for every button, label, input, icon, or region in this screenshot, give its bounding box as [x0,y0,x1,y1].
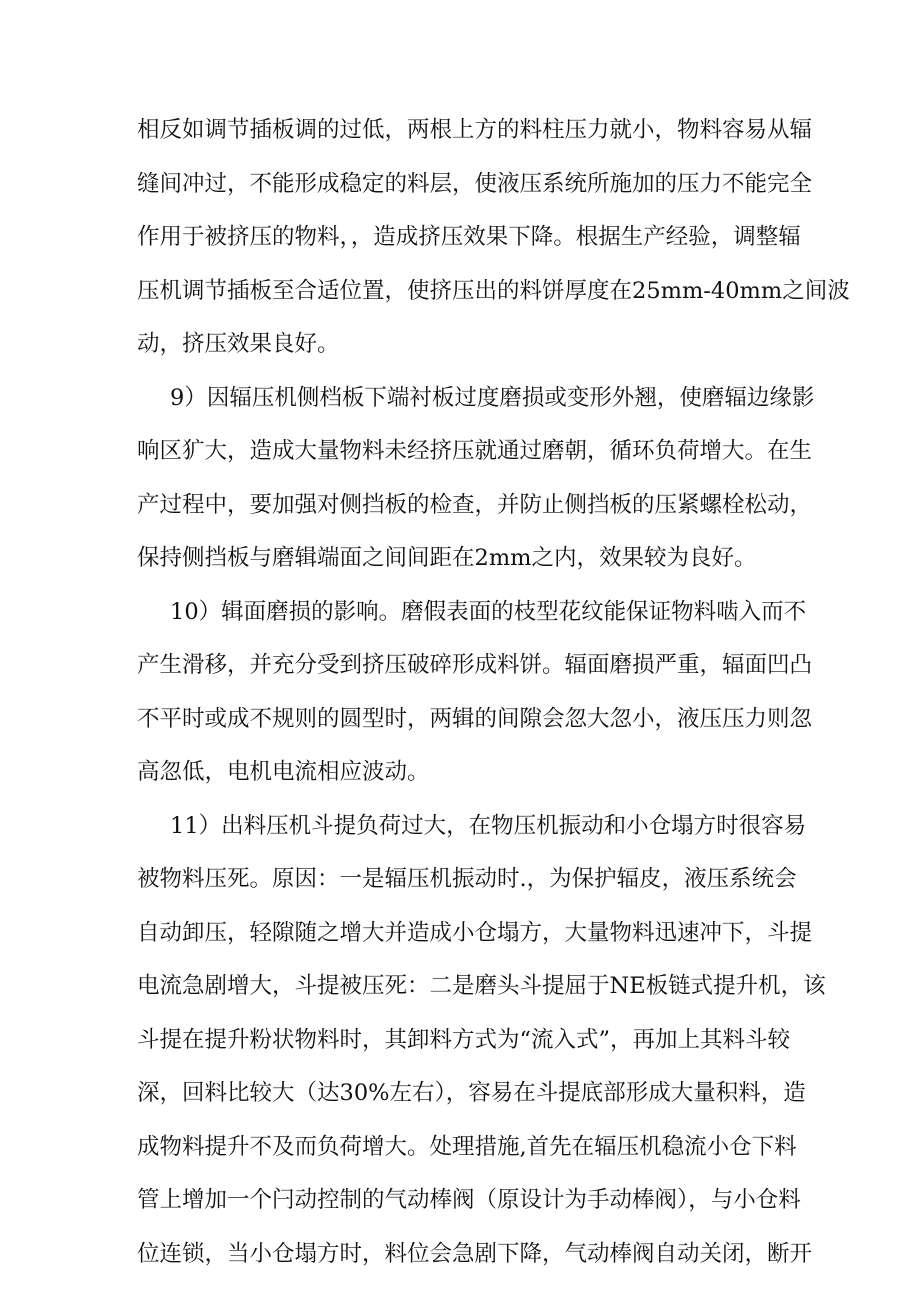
text-line: 位连锁，当小仓塌方时，料位会急剧下降，气动棒阀自动关闭，断开 [137,1240,813,1267]
text-line: 不平时或成不规则的圆型时，两辑的间隙会忽大忽小，液压压力则忽 [137,705,813,732]
text-line: 作用于被挤压的物料，，造成挤压效果下降。根据生产经验，调整辐 [137,224,801,250]
text-line: 缝间冲过，不能形成稳定的料层，使液压系统所施加的压力不能完全 [137,170,813,197]
text-line: 产生滑移，并充分受到挤压破碎形成料饼。辐面磨损严重，辐面凹凸 [137,652,813,678]
text-line: 10）辑面磨损的影响。磨假表面的枝型花纹能保证物料啮入而不 [170,598,807,625]
text-line: 高忽低，电机电流相应波动。 [137,759,430,785]
text-line: 动，挤压效果良好。 [137,331,340,357]
text-line: 成物料提升不及而负荷增大。处理措施,首先在辐压机稳流小仓下料 [137,1133,797,1160]
text-line: 11）出料压机斗提负荷过大，在物压机振动和小仓塌方时很容易 [170,812,807,839]
text-line: 管上增加一个闩动控制的气动棒阀（原设计为手动棒阀），与小仓料 [137,1187,801,1213]
text-line: 电流急剧增大，斗提被压死：二是磨头斗提屈于NE板链式提升机，该 [137,973,826,999]
text-line: 自动卸压，轻隙随之增大并造成小仓塌方，大量物料迅速冲下，斗提 [137,919,813,946]
text-line: 相反如调节插板调的过低，两根上方的料柱压力就小，物料容易从辐 [137,117,813,143]
text-line: 9）因辐压机侧档板下端衬板过度磨损或变形外翘，使磨辐边缘影 [170,384,815,411]
text-line: 保持侧挡板与磨辑端面之间间距在2mm之内，效果较为良好。 [137,545,757,571]
text-line: 深，回料比较大（达30%左右），容易在斗提底部形成大量积料，造 [137,1080,806,1106]
text-line: 被物料压死。原因：一是辐压机振动时.，为保护辐皮，液压系统会 [137,866,797,892]
text-line: 响区犷大，造成大量物料未经挤压就通过磨朝，循环负荷增大。在生 [137,438,813,464]
text-line: 压机调节插板至合适位置，使挤压出的料饼厚度在25mm-40mm之间波 [137,277,850,304]
text-line: 产过程中，要加强对侧挡板的检查，并防止侧挡板的压紧螺栓松动， [137,491,813,518]
text-line: 斗提在提升粉状物料时，其卸料方式为“流入式”，再加上其料斗较 [137,1026,791,1053]
